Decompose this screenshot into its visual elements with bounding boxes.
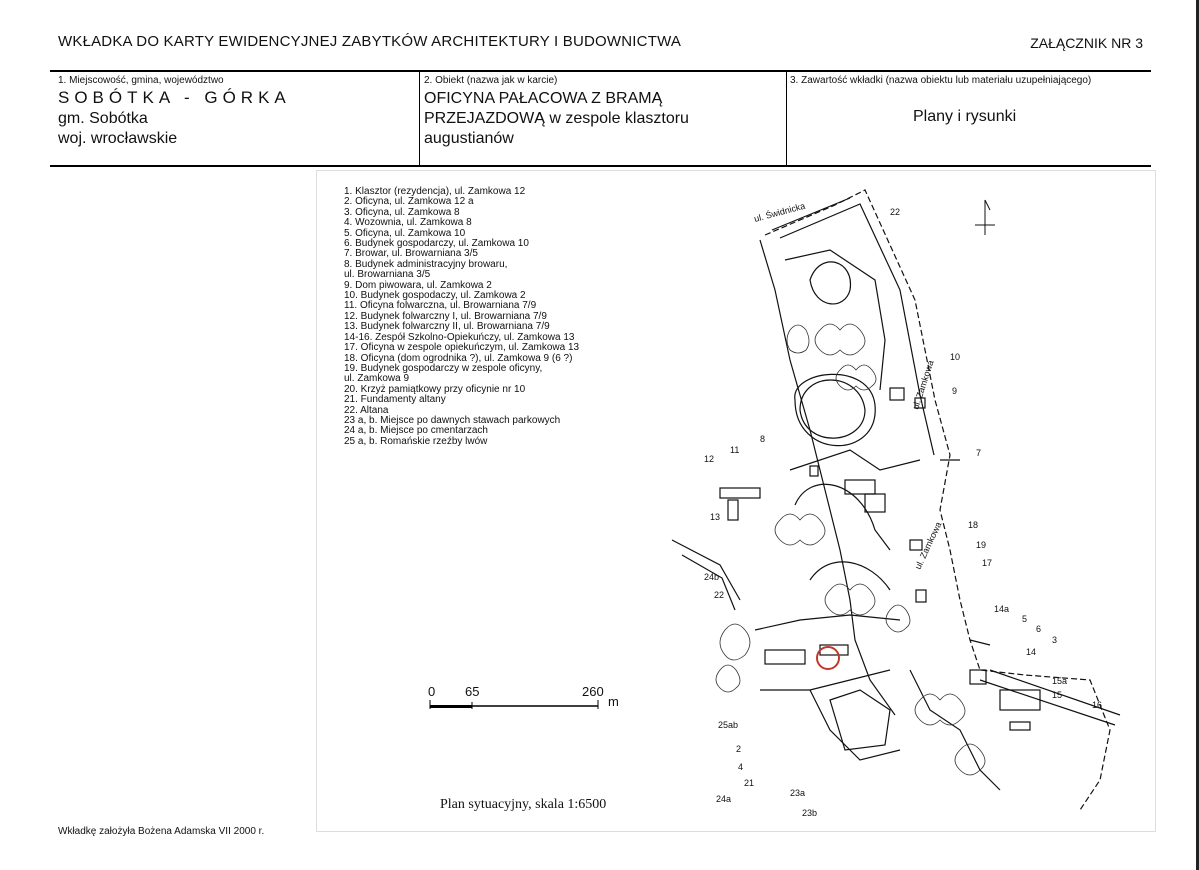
map-label-23b: 23b	[802, 808, 818, 818]
map-label-13: 13	[710, 512, 721, 522]
object-name-line3: augustianów	[424, 130, 514, 147]
scale-unit: m	[608, 694, 619, 709]
cell3-label: 3. Zawartość wkładki (nazwa obiektu lub materiału uzupełniającego)	[790, 75, 1092, 86]
legend-item: 24 a, b. Miejsce po cmentarzach	[344, 425, 488, 437]
map-label-12: 12	[704, 454, 715, 464]
map-label-23a: 23a	[790, 788, 806, 798]
author-note: Wkładkę założyła Bożena Adamska VII 2000 r.	[58, 826, 265, 837]
legend-item: 8. Budynek administracyjny browaru,	[344, 258, 508, 270]
legend-item: 10. Budynek gospodaczy, ul. Zamkowa 2	[344, 290, 526, 302]
legend-item: 23 a, b. Miejsce po dawnych stawach parkowych	[344, 414, 561, 426]
scale-tick-260: 260	[582, 684, 604, 699]
map-label-5: 5	[1022, 614, 1028, 624]
content-value: Plany i rysunki	[913, 108, 1017, 125]
legend-item: ul. Browarniana 3/5	[344, 269, 431, 281]
map-label-2: 2	[736, 744, 742, 754]
cell2-label: 2. Obiekt (nazwa jak w karcie)	[424, 75, 558, 86]
gmina: gm. Sobótka	[58, 110, 148, 127]
legend-item: 7. Browar, ul. Browarniana 3/5	[344, 248, 478, 260]
map-street-zamkowa-1: ul. Zamkowa	[910, 358, 936, 411]
map-label-15a: 15a	[1052, 676, 1068, 686]
map-label-15: 15	[1052, 690, 1063, 700]
plan-legend	[344, 187, 579, 447]
map-label-22a: 22	[890, 207, 901, 217]
locality: SOBÓTKA - GÓRKA	[58, 88, 291, 107]
voivodeship: woj. wrocławskie	[58, 130, 178, 147]
legend-item: ul. Zamkowa 9	[344, 373, 410, 385]
legend-item: 3. Oficyna, ul. Zamkowa 8	[344, 206, 460, 218]
map-street-zamkowa-2: ul. Zamkowa	[912, 520, 944, 571]
legend-item: 17. Oficyna w zespole opiekuńczym, ul. Zamkowa 13	[344, 342, 580, 354]
legend-item: 22. Altana	[344, 404, 389, 416]
map-label-14a: 14a	[994, 604, 1010, 614]
legend-item: 4. Wozownia, ul. Zamkowa 8	[344, 217, 472, 229]
map-label-7: 7	[976, 448, 982, 458]
legend-item: 13. Budynek folwarczny II, ul. Browarniana 7/9	[344, 321, 550, 333]
scale-tick-0: 0	[428, 684, 436, 699]
top-rule	[50, 70, 1151, 72]
map-label-19: 19	[976, 540, 987, 550]
map-label-14: 14	[1026, 647, 1037, 657]
map-label-10: 10	[950, 352, 961, 362]
legend-item: 2. Oficyna, ul. Zamkowa 12 a	[344, 196, 474, 208]
map-label-24b: 24b	[704, 572, 720, 582]
map-label-6: 6	[1036, 624, 1042, 634]
object-name-line1: OFICYNA PAŁACOWA Z BRAMĄ	[424, 90, 663, 107]
object-name-line2	[424, 109, 689, 129]
legend-item: 20. Krzyż pamiątkowy przy oficynie nr 10	[344, 383, 526, 395]
legend-item: 11. Oficyna folwarczna, ul. Browarniana 7/9	[344, 300, 537, 312]
map-street-swidnicka: ul. Świdnicka	[752, 200, 807, 224]
legend-item: 9. Dom piwowara, ul. Zamkowa 2	[344, 279, 492, 291]
map-label-4: 4	[738, 762, 744, 772]
site-map	[660, 170, 1150, 830]
legend-item: 19. Budynek gospodarczy w zespole oficyny,	[344, 362, 543, 374]
map-label-8: 8	[760, 434, 766, 444]
cell-divider-1	[419, 71, 420, 166]
map-label-11: 11	[730, 445, 740, 455]
legend-item: 5. Oficyna, ul. Zamkowa 10	[344, 227, 466, 239]
form-title: WKŁADKA DO KARTY EWIDENCYJNEJ ZABYTKÓW ARCHITEKTURY I BUDOWNICTWA	[58, 33, 682, 50]
map-label-24a: 24a	[716, 794, 732, 804]
object-name-rest: w zespole klasztoru	[544, 110, 689, 127]
legend-item: 6. Budynek gospodarczy, ul. Zamkowa 10	[344, 238, 529, 250]
map-label-16: 16	[1092, 700, 1103, 710]
scale-bar	[428, 698, 608, 712]
map-label-9: 9	[952, 386, 958, 396]
legend-item: 14-16. Zespół Szkolno-Opiekuńczy, ul. Zamkowa 13	[344, 331, 575, 343]
legend-item: 25 a, b. Romańskie rzeźby lwów	[344, 435, 488, 447]
map-label-25ab: 25ab	[718, 720, 739, 730]
map-label-18: 18	[968, 520, 979, 530]
legend-item: 12. Budynek folwarczny I, ul. Browarniana 7/9	[344, 310, 547, 322]
map-label-22b: 22	[714, 590, 725, 600]
map-label-3: 3	[1052, 635, 1058, 645]
map-label-17: 17	[982, 558, 993, 568]
legend-item: 21. Fundamenty altany	[344, 394, 446, 406]
legend-item: 1. Klasztor (rezydencja), ul. Zamkowa 12	[344, 186, 526, 197]
object-name-caps: PRZEJAZDOWĄ	[424, 110, 545, 127]
cell-divider-2	[786, 71, 787, 166]
scale-tick-65: 65	[465, 684, 480, 699]
legend-item: 18. Oficyna (dom ogrodnika ?), ul. Zamkowa 9 (6 ?)	[344, 352, 573, 364]
map-label-21: 21	[744, 778, 755, 788]
cell1-label: 1. Miejscowość, gmina, województwo	[58, 75, 224, 86]
bottom-rule	[50, 165, 1151, 167]
plan-caption: Plan sytuacyjny, skala 1:6500	[440, 797, 607, 812]
annex-number: ZAŁĄCZNIK NR 3	[1030, 35, 1143, 51]
